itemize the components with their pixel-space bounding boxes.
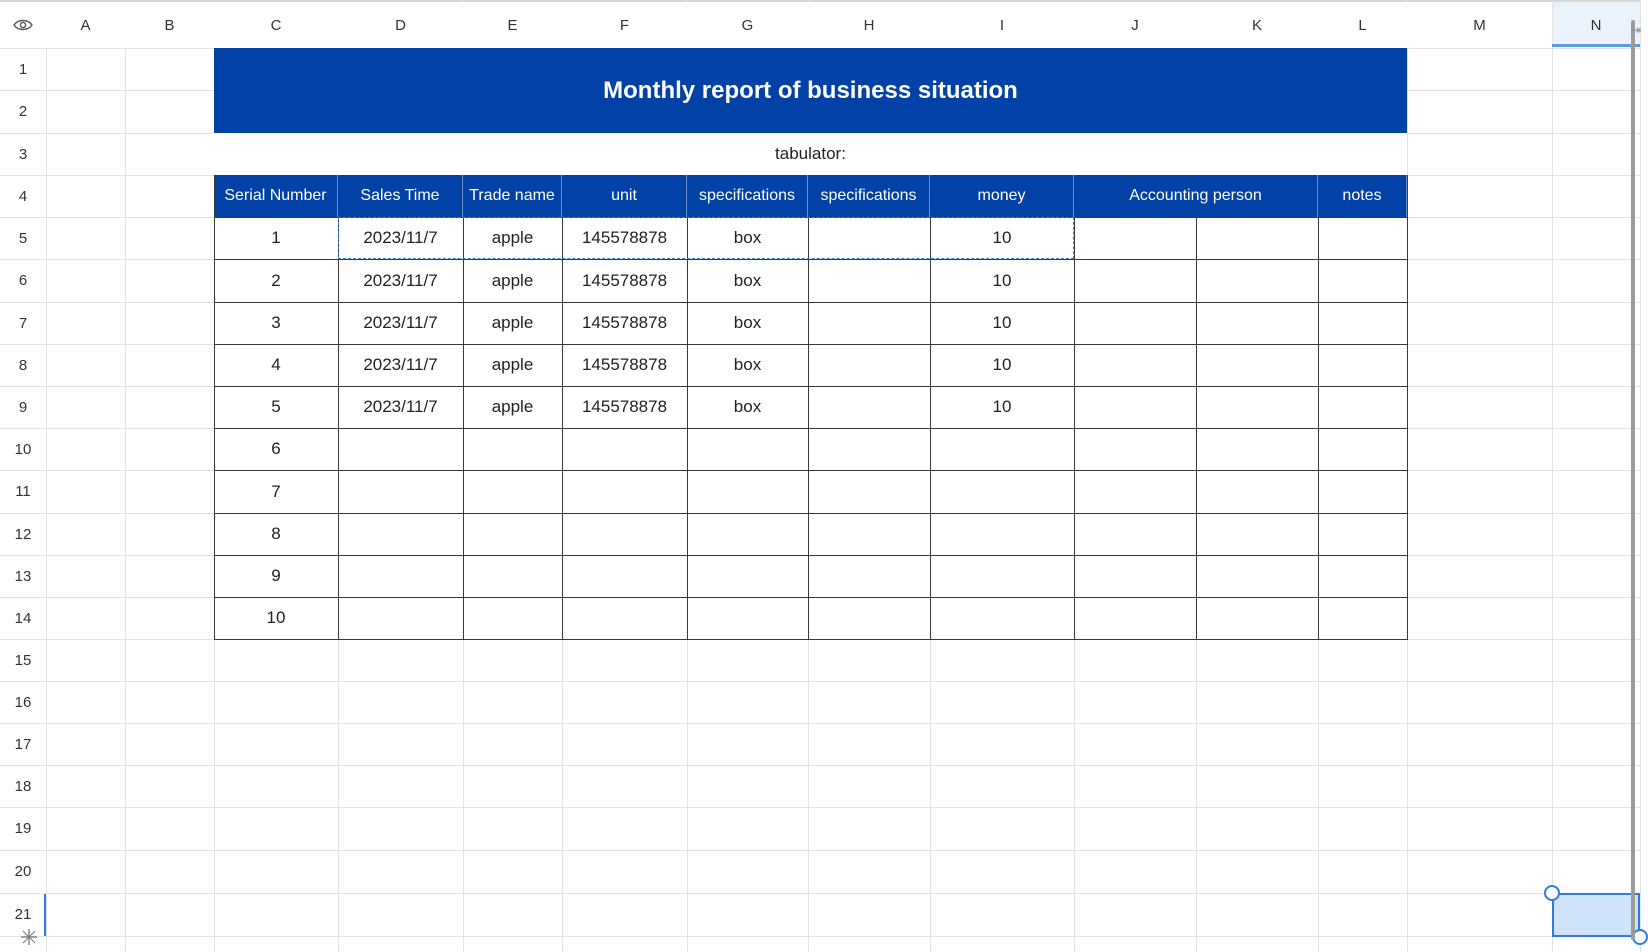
row-header-6[interactable]: 6 — [18, 272, 28, 289]
table-cell[interactable]: 2023/11/7 — [363, 397, 438, 416]
active-cell-n21[interactable] — [1552, 893, 1640, 937]
table-cell[interactable] — [808, 217, 930, 259]
table-cell[interactable]: 1 — [271, 228, 281, 247]
table-cell[interactable] — [338, 555, 463, 597]
table-cell[interactable] — [687, 513, 808, 555]
column-header-b[interactable]: B — [125, 2, 214, 48]
column-header-l[interactable]: L — [1318, 2, 1407, 48]
table-header-cell[interactable]: specifications — [808, 175, 930, 217]
row-header-1[interactable]: 1 — [18, 60, 28, 78]
table-cell[interactable]: apple — [491, 228, 534, 247]
table-cell[interactable] — [338, 428, 463, 470]
table-cell[interactable] — [1196, 597, 1318, 639]
collapse-panel-icon[interactable]: ⇥ — [1630, 23, 1642, 37]
table-border-h — [214, 470, 1408, 471]
table-cell[interactable] — [1074, 344, 1196, 386]
table-cell[interactable] — [463, 513, 562, 555]
grid-hline — [0, 807, 1640, 808]
table-cell[interactable] — [1196, 217, 1318, 259]
row-header-10[interactable]: 10 — [14, 440, 32, 458]
table-cell[interactable]: 145578878 — [581, 355, 668, 374]
table-border-v — [1407, 175, 1408, 217]
table-cell[interactable]: 145578878 — [581, 313, 668, 332]
table-cell[interactable] — [1196, 386, 1318, 428]
column-header-e[interactable]: E — [463, 2, 562, 48]
table-cell[interactable]: 2 — [271, 270, 281, 290]
column-header-a[interactable]: A — [46, 2, 125, 48]
row-header-7[interactable]: 7 — [18, 314, 28, 332]
row-header-16[interactable]: 16 — [14, 693, 32, 711]
table-cell[interactable] — [808, 470, 930, 513]
table-cell[interactable]: box — [733, 313, 762, 332]
table-cell[interactable] — [687, 428, 808, 470]
table-cell[interactable] — [687, 470, 808, 513]
table-cell[interactable] — [808, 386, 930, 428]
table-header-cell[interactable]: Sales Time — [338, 175, 463, 217]
column-header-d[interactable]: D — [338, 2, 463, 48]
table-cell[interactable]: 10 — [992, 270, 1012, 290]
grid-hline — [0, 681, 1640, 682]
column-header-h[interactable]: H — [808, 2, 930, 48]
table-cell[interactable] — [1196, 470, 1318, 513]
table-border-v — [214, 175, 215, 217]
table-cell[interactable] — [1074, 513, 1196, 555]
table-cell[interactable] — [930, 513, 1074, 555]
table-cell[interactable]: 3 — [271, 313, 281, 332]
column-header-f[interactable]: F — [562, 2, 687, 48]
table-cell[interactable] — [562, 597, 687, 639]
table-cell[interactable]: apple — [491, 397, 534, 416]
table-border-h — [214, 639, 1408, 640]
table-cell[interactable]: 2023/11/7 — [363, 228, 438, 247]
selection-handle-top[interactable] — [1544, 885, 1560, 901]
table-cell[interactable]: apple — [491, 313, 534, 332]
table-cell[interactable] — [463, 597, 562, 639]
column-header-n[interactable]: N — [1590, 16, 1602, 34]
table-cell[interactable] — [1196, 428, 1318, 470]
table-cell[interactable]: 10 — [992, 355, 1012, 374]
table-cell[interactable] — [808, 302, 930, 344]
tabulator-label[interactable]: tabulator: — [214, 133, 1407, 175]
table-cell[interactable] — [687, 597, 808, 639]
table-cell[interactable] — [1318, 386, 1407, 428]
table-cell[interactable]: 10 — [992, 313, 1012, 332]
table-cell[interactable] — [1318, 597, 1407, 639]
table-border-h — [214, 259, 1408, 260]
table-cell[interactable] — [1196, 302, 1318, 344]
row-header-15[interactable]: 15 — [14, 651, 32, 669]
row-header-12[interactable]: 12 — [14, 525, 32, 543]
table-header-cell[interactable]: notes — [1318, 175, 1407, 217]
grid-vline — [125, 0, 126, 952]
table-cell[interactable] — [338, 513, 463, 555]
table-border-h — [214, 302, 1408, 303]
table-cell[interactable] — [338, 470, 463, 513]
table-cell[interactable] — [687, 555, 808, 597]
table-cell[interactable] — [1074, 386, 1196, 428]
table-cell[interactable]: 5 — [271, 397, 281, 416]
table-cell[interactable] — [1318, 344, 1407, 386]
table-cell[interactable] — [562, 428, 687, 470]
grid-hline — [0, 723, 1640, 724]
table-header-cell[interactable]: specifications — [687, 175, 808, 217]
table-cell[interactable] — [463, 470, 562, 513]
table-cell[interactable]: box — [733, 270, 762, 290]
table-border-h — [214, 217, 1408, 218]
table-cell[interactable] — [930, 597, 1074, 639]
grid-vline — [46, 0, 47, 952]
table-cell[interactable]: 6 — [271, 439, 281, 458]
column-header-j[interactable]: J — [1074, 2, 1196, 48]
row-header-13[interactable]: 13 — [14, 567, 32, 585]
table-cell[interactable] — [1074, 217, 1196, 259]
table-cell[interactable]: 2023/11/7 — [363, 313, 438, 332]
table-cell[interactable]: 145578878 — [581, 397, 668, 416]
table-cell[interactable]: 2023/11/7 — [363, 355, 438, 374]
table-border-h — [214, 344, 1408, 345]
row-header-11[interactable]: 11 — [15, 483, 31, 500]
grid-vline — [1640, 0, 1641, 952]
table-cell[interactable] — [808, 597, 930, 639]
row-header-4[interactable]: 4 — [18, 187, 28, 205]
select-all-corner[interactable] — [0, 2, 46, 48]
column-header-i[interactable]: I — [930, 2, 1074, 48]
row-header-21[interactable]: 21 — [14, 906, 32, 923]
table-border-h — [214, 555, 1408, 556]
row-header-14[interactable]: 14 — [14, 609, 32, 627]
table-cell[interactable]: 10 — [992, 397, 1012, 416]
table-cell[interactable] — [1196, 344, 1318, 386]
table-cell[interactable] — [808, 555, 930, 597]
table-cell[interactable] — [808, 513, 930, 555]
vertical-scrollbar[interactable] — [1631, 20, 1635, 940]
table-cell[interactable] — [562, 555, 687, 597]
table-header-cell[interactable]: Accounting person — [1074, 175, 1318, 217]
table-cell[interactable] — [1196, 259, 1318, 302]
table-cell[interactable] — [1074, 428, 1196, 470]
table-cell[interactable]: box — [733, 228, 762, 247]
table-cell[interactable] — [1318, 513, 1407, 555]
table-header-cell[interactable]: Serial Number — [214, 175, 338, 217]
table-cell[interactable] — [562, 513, 687, 555]
row-header-2[interactable]: 2 — [18, 103, 28, 120]
eye-icon — [13, 18, 33, 32]
table-cell[interactable]: 9 — [271, 566, 281, 585]
table-header-cell[interactable]: money — [930, 175, 1074, 217]
table-cell[interactable] — [463, 428, 562, 470]
table-cell[interactable] — [1318, 428, 1407, 470]
table-cell[interactable]: 145578878 — [581, 270, 668, 290]
table-cell[interactable]: 2023/11/7 — [363, 270, 438, 290]
table-cell[interactable] — [1196, 513, 1318, 555]
table-header-cell[interactable]: Trade name — [463, 175, 562, 217]
row-header-3[interactable]: 3 — [18, 145, 28, 163]
table-cell[interactable] — [930, 470, 1074, 513]
column-n-selection-bar — [1552, 44, 1640, 47]
table-cell[interactable] — [1074, 555, 1196, 597]
row-header-18[interactable]: 18 — [14, 777, 32, 795]
row-header-9[interactable]: 9 — [18, 398, 28, 416]
table-cell[interactable] — [808, 344, 930, 386]
column-header-g[interactable]: G — [687, 2, 808, 48]
row-header-5[interactable]: 5 — [18, 229, 28, 247]
grid-hline — [0, 936, 1640, 937]
table-header-cell[interactable]: unit — [562, 175, 687, 217]
table-cell[interactable] — [1074, 470, 1196, 513]
table-cell[interactable] — [1318, 217, 1407, 259]
table-cell[interactable]: box — [733, 355, 762, 374]
table-border-h — [214, 513, 1408, 514]
table-cell[interactable] — [1196, 555, 1318, 597]
table-cell[interactable]: 7 — [271, 481, 281, 501]
table-border-h — [214, 428, 1408, 429]
row-header-19[interactable]: 19 — [14, 820, 32, 837]
table-cell[interactable] — [1074, 259, 1196, 302]
table-cell[interactable] — [338, 597, 463, 639]
table-cell[interactable]: 10 — [266, 608, 286, 627]
row-header-8[interactable]: 8 — [18, 356, 28, 374]
table-cell[interactable] — [562, 470, 687, 513]
table-cell[interactable] — [1074, 597, 1196, 639]
table-cell[interactable]: 145578878 — [581, 228, 668, 247]
table-cell[interactable]: apple — [491, 355, 534, 374]
column-header-k[interactable]: K — [1196, 2, 1318, 48]
table-cell[interactable]: 8 — [271, 524, 281, 543]
table-cell[interactable] — [1318, 259, 1407, 302]
row-21-selection-marker — [44, 894, 46, 936]
column-header-c[interactable]: C — [214, 2, 338, 48]
column-header-m[interactable]: M — [1407, 2, 1552, 48]
table-cell[interactable]: apple — [491, 270, 534, 290]
table-cell[interactable] — [1318, 302, 1407, 344]
grid-hline — [0, 850, 1640, 851]
table-cell[interactable] — [463, 555, 562, 597]
table-cell[interactable] — [1318, 470, 1407, 513]
table-cell[interactable] — [1318, 555, 1407, 597]
grid-vline — [1552, 0, 1553, 952]
table-cell[interactable] — [808, 259, 930, 302]
row-header-20[interactable]: 20 — [14, 863, 32, 880]
table-cell[interactable]: 10 — [992, 228, 1012, 247]
table-border-h — [214, 597, 1408, 598]
grid-hline — [0, 765, 1640, 766]
grid-hline — [0, 893, 1640, 894]
table-cell[interactable]: box — [733, 397, 762, 416]
table-cell[interactable] — [808, 428, 930, 470]
table-cell[interactable] — [930, 428, 1074, 470]
freeze-pane-icon[interactable] — [18, 926, 40, 948]
report-title[interactable]: Monthly report of business situation — [214, 48, 1407, 133]
table-cell[interactable] — [1074, 302, 1196, 344]
row-header-17[interactable]: 17 — [14, 735, 32, 753]
table-cell[interactable]: 4 — [271, 355, 281, 374]
table-cell[interactable] — [930, 555, 1074, 597]
table-border-h — [214, 386, 1408, 387]
